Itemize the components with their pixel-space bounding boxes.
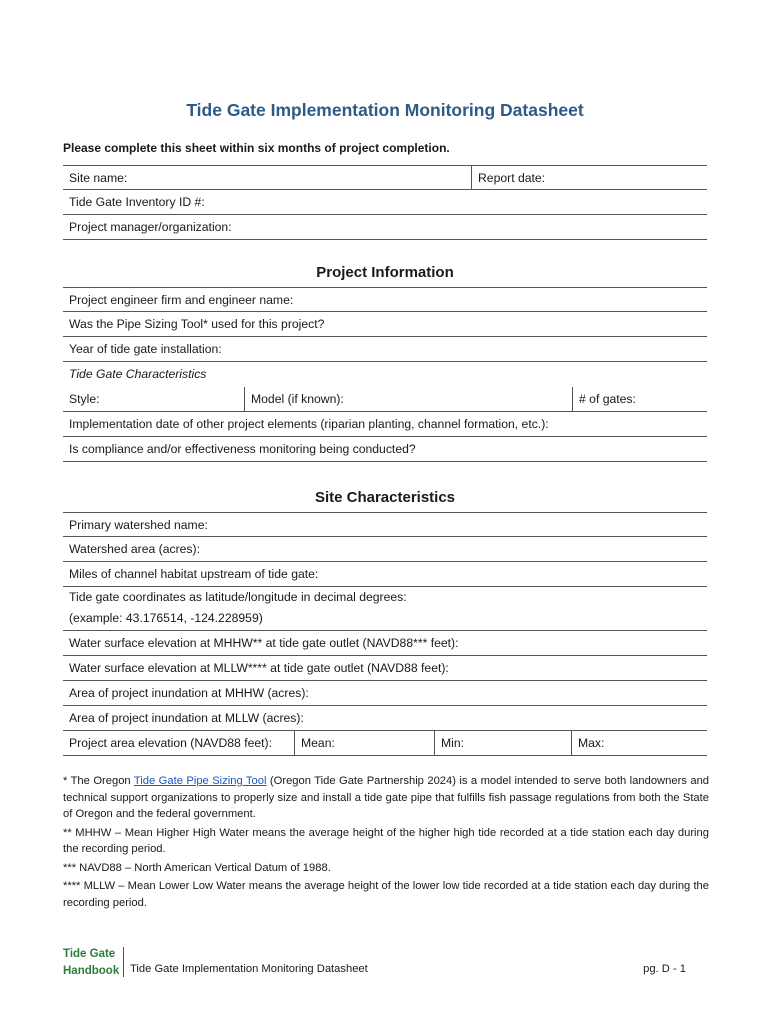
elevation-label: Project area elevation (NAVD88 feet): [69, 736, 272, 750]
style-row [63, 387, 707, 412]
miles-row [63, 562, 707, 587]
mllw-elev-field[interactable]: Water surface elevation at MLLW**** at tide gate outlet (NAVD88 feet): [69, 661, 449, 675]
brand-line-2: Handbook [63, 965, 120, 977]
miles-field[interactable]: Miles of channel habitat upstream of tide gate: [69, 567, 319, 581]
project-info-table [63, 287, 707, 462]
project-manager-field[interactable]: Project manager/organization: [69, 220, 232, 234]
coords-row[interactable] [63, 587, 707, 631]
coords-label: Tide gate coordinates as latitude/longitude in decimal degrees: [69, 590, 407, 604]
instruction-text: Please complete this sheet within six months of project completion. [63, 141, 450, 155]
site-name-row [63, 165, 707, 190]
watershed-name-field[interactable]: Primary watershed name: [69, 518, 208, 532]
monitoring-row [63, 437, 707, 462]
mean-field[interactable]: Mean: [294, 731, 434, 755]
mllw-area-field[interactable]: Area of project inundation at MLLW (acres): [69, 711, 304, 725]
min-field[interactable]: Min: [434, 731, 571, 755]
pipe-sizing-tool-link[interactable]: Tide Gate Pipe Sizing Tool [133, 775, 267, 787]
mllw-elev-row [63, 656, 707, 681]
mhhw-elev-field[interactable]: Water surface elevation at MHHW** at tide gate outlet (NAVD88*** feet): [69, 636, 459, 650]
year-row [63, 337, 707, 362]
project-info-heading: Project Information [316, 264, 454, 281]
characteristics-row [63, 362, 707, 387]
mllw-area-row [63, 706, 707, 731]
page-title: Tide Gate Implementation Monitoring Datasheet [186, 100, 584, 120]
brand-line-1: Tide Gate [63, 948, 116, 960]
footnote-mhhw: ** MHHW – Mean Higher High Water means the average height of the higher high tide recorded at a tide station each day during the recording period. [63, 826, 709, 855]
pipe-tool-row [63, 312, 707, 337]
report-date-field[interactable]: Report date: [471, 166, 707, 189]
footnotes [63, 773, 709, 913]
footer-divider [123, 947, 124, 977]
engineer-field[interactable]: Project engineer firm and engineer name: [69, 293, 294, 307]
elevation-row [63, 731, 707, 756]
footer-doc-title: Tide Gate Implementation Monitoring Datasheet [130, 963, 368, 975]
watershed-area-row [63, 537, 707, 562]
footnote-pipe-tool [63, 773, 709, 823]
year-field[interactable]: Year of tide gate installation: [69, 342, 222, 356]
max-field[interactable]: Max: [571, 731, 707, 755]
watershed-name-row [63, 512, 707, 537]
mhhw-area-row [63, 681, 707, 706]
model-field[interactable]: Model (if known): [244, 387, 572, 411]
pipe-tool-field[interactable]: Was the Pipe Sizing Tool* used for this project? [69, 317, 325, 331]
num-gates-field[interactable]: # of gates: [572, 387, 707, 411]
coords-example: (example: 43.176514, -124.228959) [69, 611, 263, 625]
engineer-row [63, 287, 707, 312]
mhhw-elev-row [63, 631, 707, 656]
project-manager-row [63, 215, 707, 240]
footnote-1-prefix: * The Oregon [63, 775, 134, 787]
handbook-logo [63, 946, 119, 980]
style-field[interactable]: Style: [69, 392, 100, 406]
watershed-area-field[interactable]: Watershed area (acres): [69, 542, 200, 556]
site-chars-heading: Site Characteristics [314, 489, 456, 506]
characteristics-label: Tide Gate Characteristics [69, 367, 207, 381]
site-chars-table [63, 512, 707, 756]
impl-date-field[interactable]: Implementation date of other project elements (riparian planting, channel formation, etc.): [69, 417, 549, 431]
site-name-field[interactable]: Site name: [69, 171, 128, 185]
inventory-id-field[interactable]: Tide Gate Inventory ID #: [69, 195, 205, 209]
impl-date-row [63, 412, 707, 437]
header-table [63, 165, 707, 240]
page-number: pg. D - 1 [643, 963, 686, 975]
inventory-id-row [63, 190, 707, 215]
footnote-mllw: **** MLLW – Mean Lower Low Water means the average height of the lower low tide recorded at a tide station each day during the recording period. [63, 880, 709, 909]
footnote-navd88: *** NAVD88 – North American Vertical Datum of 1988. [63, 861, 331, 874]
monitoring-field[interactable]: Is compliance and/or effectiveness monitoring being conducted? [69, 442, 416, 456]
mhhw-area-field[interactable]: Area of project inundation at MHHW (acres): [69, 686, 309, 700]
footnote-1-rest: (Oregon Tide Gate Partnership 2024) is a model intended to serve both landowners and technical support organizations to properly size and install a tide gate pipe that fulfills fish passage regulations from both the State of Oregon and the federal government. [63, 775, 710, 820]
